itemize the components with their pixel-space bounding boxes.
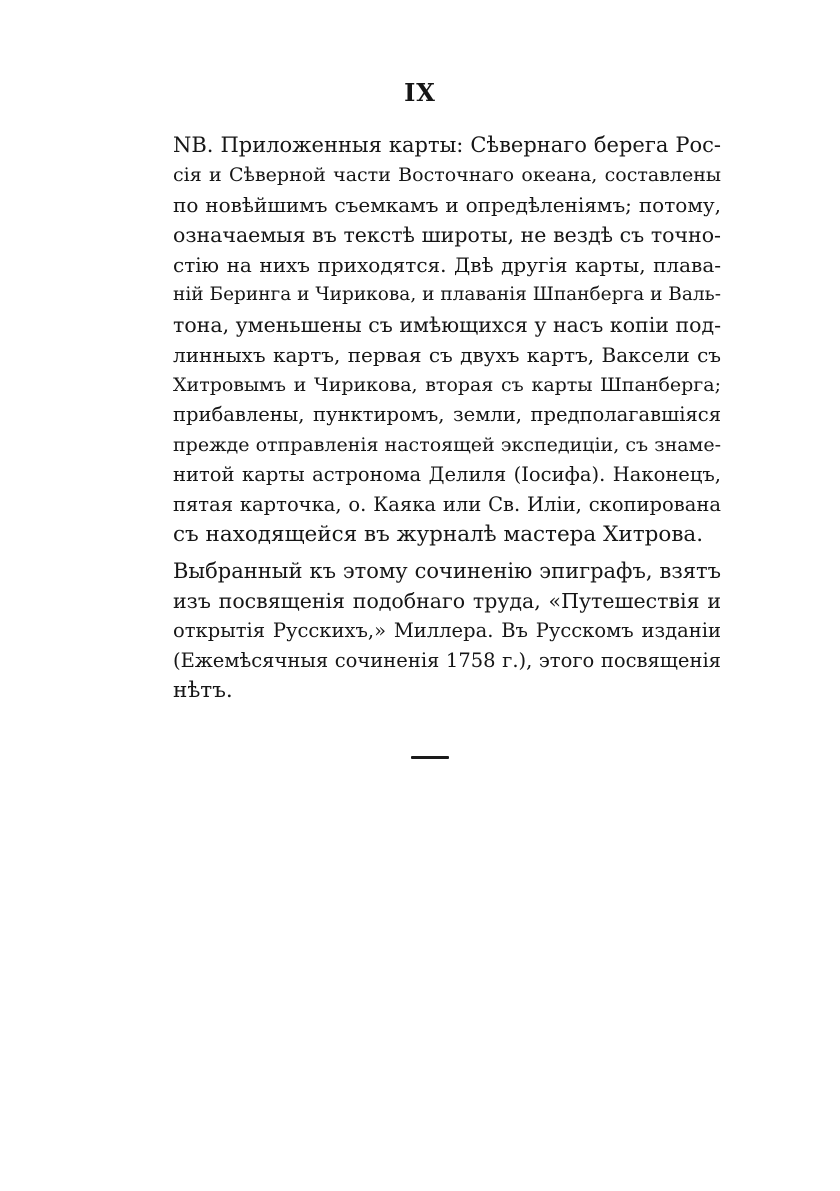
text-line: стію на нихъ приходятся. Двѣ другія карты, плава- — [173, 253, 721, 277]
text-line: прибавлены, пунктиромъ, земли, предполагавшіяся — [173, 403, 721, 426]
page-number: IX — [404, 78, 436, 107]
body-text — [173, 130, 721, 706]
text-line: линныхъ картъ, первая съ двухъ картъ, Ваксели съ — [173, 343, 721, 367]
text-line: NB. Приложенныя карты: Сѣвернаго берега Рос- — [173, 133, 721, 157]
text-line: нѣтъ. — [173, 678, 233, 703]
text-line: прежде отправленія настоящей экспедиціи, съ знаме- — [173, 434, 721, 456]
paragraph-maps-note — [173, 130, 721, 550]
section-end-rule — [411, 756, 449, 759]
text-line: съ находящейся въ журналѣ мастера Хитрова. — [173, 522, 704, 547]
text-line: сія и Сѣверной части Восточнаго океана, составлены — [173, 164, 721, 186]
text-line: означаемыя въ текстѣ широты, не вездѣ съ точно- — [173, 223, 721, 247]
text-line: пятая карточка, о. Каяка или Св. Иліи, скопирована — [173, 493, 721, 516]
text-line: Выбранный къ этому сочиненію эпиграфъ, взятъ — [173, 559, 721, 583]
paragraph-epigraph-note — [173, 556, 721, 706]
text-line: по новѣйшимъ съемкамъ и опредѣленіямъ; потому, — [173, 193, 721, 217]
text-line: Хитровымъ и Чирикова, вторая съ карты Шпанберга; — [173, 374, 721, 396]
text-line: тона, уменьшены съ имѣющихся у насъ копіи под- — [173, 313, 721, 337]
text-line: (Ежемѣсячныя сочиненія 1758 г.), этого посвященія — [173, 649, 721, 672]
text-line: открытія Русскихъ,» Миллера. Въ Русскомъ изданіи — [173, 619, 721, 642]
text-line: ній Беринга и Чирикова, и плаванія Шпанберга и Валь- — [173, 284, 721, 305]
text-line: нитой карты астронома Делиля (Іосифа). Наконецъ, — [173, 463, 721, 486]
text-line: изъ посвященія подобнаго труда, «Путешествія и — [173, 589, 721, 613]
